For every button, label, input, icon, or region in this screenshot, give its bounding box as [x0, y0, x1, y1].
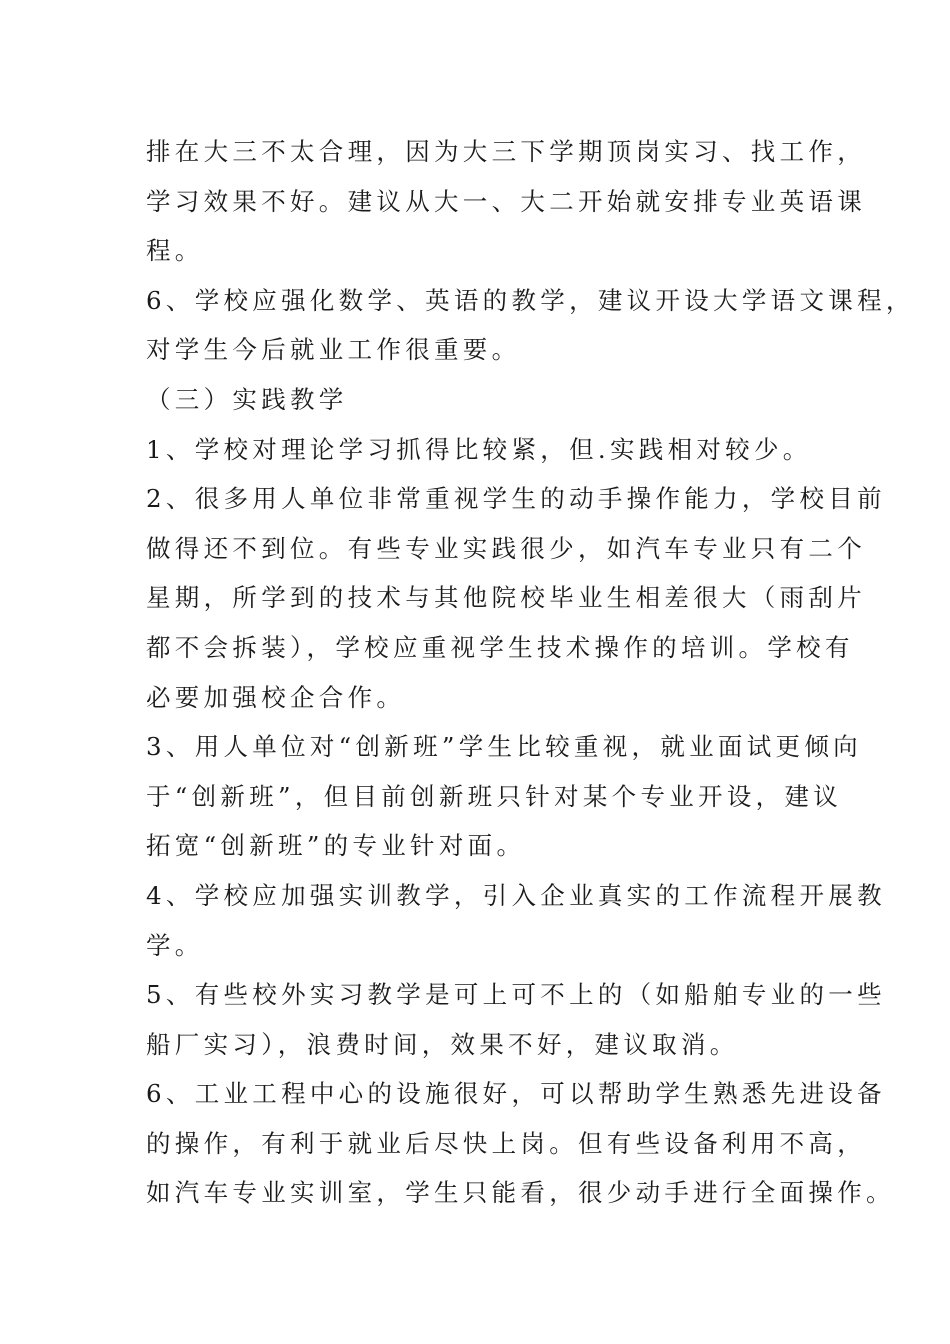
text-line: 必要加强校企合作。 — [146, 682, 406, 712]
text-line: 2、很多用人单位非常重视学生的动手操作能力，学校目前 — [146, 484, 886, 514]
section-heading: （三）实践教学 — [146, 384, 348, 414]
text-line: 如汽车专业实训室，学生只能看，很少动手进行全面操作。 — [146, 1178, 895, 1208]
text-line: 6、学校应强化数学、英语的教学，建议开设大学语文课程， — [146, 285, 915, 315]
text-line: 都不会拆装），学校应重视学生技术操作的培训。学校有 — [146, 632, 854, 662]
document-body — [146, 127, 915, 1218]
text-line: 程。 — [146, 236, 204, 266]
text-line: 5、有些校外实习教学是可上可不上的（如船舶专业的一些 — [146, 980, 886, 1010]
text-line: 船厂实习），浪费时间，效果不好，建议取消。 — [146, 1029, 739, 1059]
text-line: 6、工业工程中心的设施很好，可以帮助学生熟悉先进设备 — [146, 1079, 886, 1109]
text-line: 3、用人单位对“创新班”学生比较重视，就业面试更倾向 — [146, 732, 862, 762]
text-line: 于“创新班”，但目前创新班只针对某个专业开设，建议 — [146, 781, 843, 811]
text-line: 做得还不到位。有些专业实践很少，如汽车专业只有二个 — [146, 533, 866, 563]
text-line: 4、学校应加强实训教学，引入企业真实的工作流程开展教 — [146, 880, 886, 910]
text-line: 排在大三不太合理，因为大三下学期顶岗实习、找工作， — [146, 137, 866, 166]
text-line: 对学生今后就业工作很重要。 — [146, 335, 521, 365]
text-line: 1、学校对理论学习抓得比较紧，但.实践相对较少。 — [146, 434, 812, 464]
text-line: 的操作，有利于就业后尽快上岗。但有些设备利用不高， — [146, 1128, 866, 1158]
text-line: 星期，所学到的技术与其他院校毕业生相差很大（雨刮片 — [146, 583, 866, 613]
text-line: 学。 — [146, 930, 204, 960]
text-line: 学习效果不好。建议从大一、大二开始就安排专业英语课 — [146, 186, 866, 216]
text-line: 拓宽“创新班”的专业针对面。 — [146, 831, 526, 861]
